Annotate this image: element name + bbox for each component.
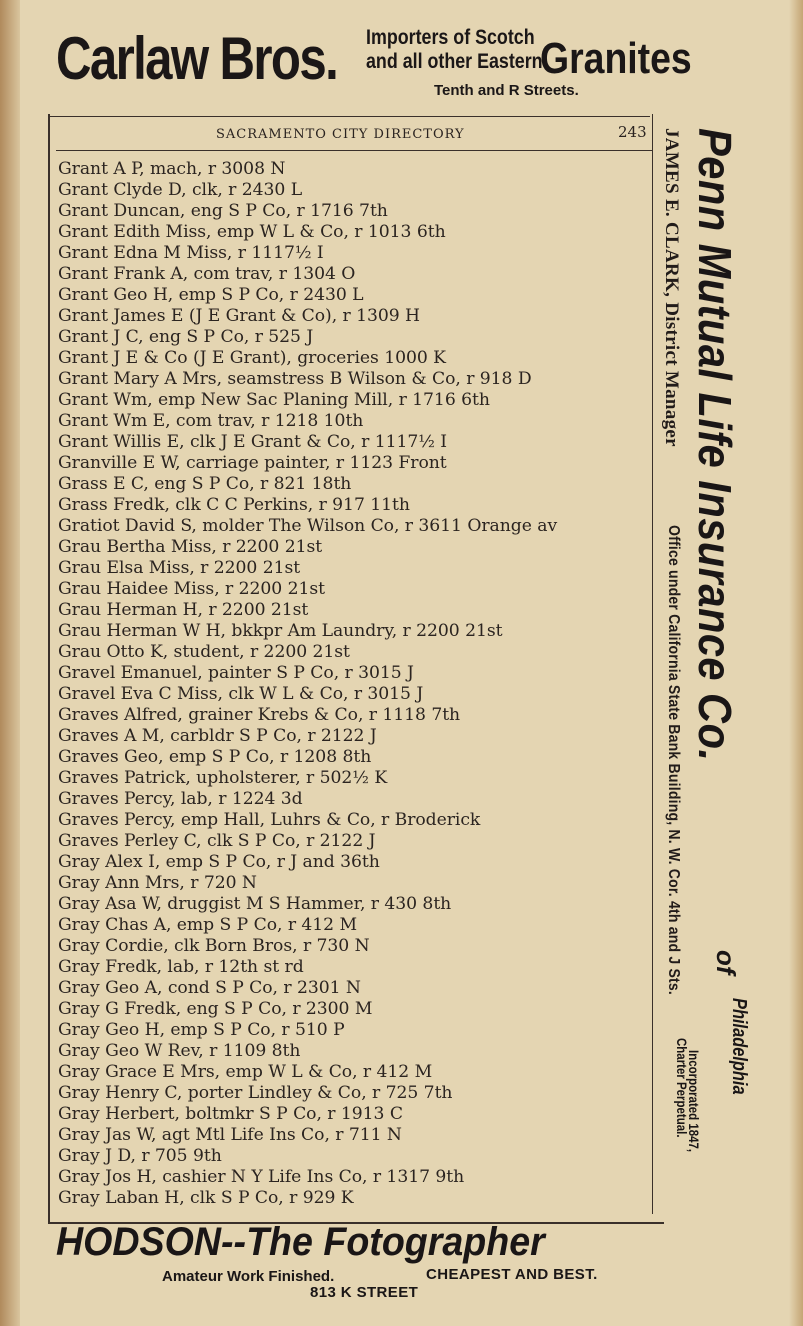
directory-entry: Gray Henry C, porter Lindley & Co, r 725 7th xyxy=(58,1083,453,1103)
directory-entry: Graves Alfred, grainer Krebs & Co, r 1118 7th xyxy=(58,705,461,725)
directory-entry: Grant J C, eng S P Co, r 525 J xyxy=(58,327,314,347)
page-edge-left xyxy=(0,0,20,1326)
bottom-advertisement xyxy=(56,1220,706,1310)
directory-entry: Gray Geo H, emp S P Co, r 510 P xyxy=(58,1020,345,1040)
directory-entry: Graves Geo, emp S P Co, r 1208 8th xyxy=(58,747,372,767)
directory-entry: Grant Wm, emp New Sac Planing Mill, r 1716 6th xyxy=(58,390,490,410)
side-ad-company: Penn Mutual Life Insurance Co. xyxy=(689,128,741,762)
side-ad-office: Office under California State Bank Building, N. W. Cor. 4th and J Sts. xyxy=(665,525,682,995)
top-ad-tagline xyxy=(366,26,543,74)
directory-entry: Grant Duncan, eng S P Co, r 1716 7th xyxy=(58,201,388,221)
frame-top-rule xyxy=(48,116,650,117)
side-ad-of: of xyxy=(711,950,741,975)
directory-entry: Grant Clyde D, clk, r 2430 L xyxy=(58,180,303,200)
directory-entry: Grant Wm E, com trav, r 1218 10th xyxy=(58,411,364,431)
top-advertisement xyxy=(52,18,702,108)
directory-entry: Grant Frank A, com trav, r 1304 O xyxy=(58,264,356,284)
directory-entry: Gray Alex I, emp S P Co, r J and 36th xyxy=(58,852,380,872)
directory-entry: Gray Cordie, clk Born Bros, r 730 N xyxy=(58,936,370,956)
side-ad-incorporated: Incorporated 1847, xyxy=(686,1050,702,1153)
directory-entry: Gray Ann Mrs, r 720 N xyxy=(58,873,257,893)
top-ad-line1: Importers of Scotch xyxy=(366,26,535,49)
directory-entry: Gray Chas A, emp S P Co, r 412 M xyxy=(58,915,358,935)
header-rule xyxy=(56,150,652,151)
directory-entry: Gray Jos H, cashier N Y Life Ins Co, r 1317 9th xyxy=(58,1167,465,1187)
directory-entry: Granville E W, carriage painter, r 1123 Front xyxy=(58,453,447,473)
directory-entry: Gray Herbert, boltmkr S P Co, r 1913 C xyxy=(58,1104,403,1124)
side-ad-manager: JAMES E. CLARK, District Manager xyxy=(661,128,682,447)
bottom-ad-address: 813 K STREET xyxy=(310,1284,419,1301)
directory-entry: Grant Edna M Miss, r 1117½ I xyxy=(58,243,324,263)
directory-entry: Gratiot David S, molder The Wilson Co, r 3611 Orange av xyxy=(58,516,558,536)
directory-entry: Gray Geo A, cond S P Co, r 2301 N xyxy=(58,978,361,998)
directory-entry: Graves Percy, lab, r 1224 3d xyxy=(58,789,303,809)
bottom-ad-amateur: Amateur Work Finished. xyxy=(162,1268,335,1285)
top-ad-line2: and all other Eastern xyxy=(366,50,543,73)
directory-entry: Gray J D, r 705 9th xyxy=(58,1146,222,1166)
directory-entry: Grant Mary A Mrs, seamstress B Wilson & Co, r 918 D xyxy=(58,369,532,389)
top-ad-address: Tenth and R Streets. xyxy=(434,82,579,99)
directory-entry: Grau Elsa Miss, r 2200 21st xyxy=(58,558,301,578)
directory-entry: Gravel Emanuel, painter S P Co, r 3015 J xyxy=(58,663,414,683)
directory-entry: Grant Edith Miss, emp W L & Co, r 1013 6th xyxy=(58,222,446,242)
directory-entry: Grau Bertha Miss, r 2200 21st xyxy=(58,537,323,557)
directory-entry: Gray Laban H, clk S P Co, r 929 K xyxy=(58,1188,354,1208)
directory-entry: Gray Geo W Rev, r 1109 8th xyxy=(58,1041,301,1061)
directory-entry: Gray Asa W, druggist M S Hammer, r 430 8th xyxy=(58,894,452,914)
top-ad-granites: Granites xyxy=(540,34,692,83)
directory-entry: Grant James E (J E Grant & Co), r 1309 H xyxy=(58,306,421,326)
directory-entry: Grau Herman W H, bkkpr Am Laundry, r 2200 21st xyxy=(58,621,503,641)
side-ad-city: Philadelphia xyxy=(728,998,750,1095)
directory-entry: Gray Grace E Mrs, emp W L & Co, r 412 M xyxy=(58,1062,433,1082)
directory-entry: Gray Fredk, lab, r 12th st rd xyxy=(58,957,304,977)
directory-entry: Grant Geo H, emp S P Co, r 2430 L xyxy=(58,285,364,305)
directory-entry: Gray G Fredk, eng S P Co, r 2300 M xyxy=(58,999,373,1019)
directory-entry: Gray Jas W, agt Mtl Life Ins Co, r 711 N xyxy=(58,1125,402,1145)
directory-entry: Grant J E & Co (J E Grant), groceries 1000 K xyxy=(58,348,446,368)
frame-right-rule xyxy=(652,114,653,1214)
page-edge-right xyxy=(789,0,803,1326)
page-number: 243 xyxy=(618,123,647,141)
directory-entry: Graves Perley C, clk S P Co, r 2122 J xyxy=(58,831,376,851)
side-ad-charter: Charter Perpetual. xyxy=(674,1038,690,1138)
directory-entry: Grau Herman H, r 2200 21st xyxy=(58,600,309,620)
directory-entry: Grass E C, eng S P Co, r 821 18th xyxy=(58,474,352,494)
page-header-title: SACRAMENTO CITY DIRECTORY xyxy=(216,127,465,142)
directory-entries xyxy=(58,159,652,1209)
top-ad-firm: Carlaw Bros. xyxy=(56,25,338,92)
directory-entry: Gravel Eva C Miss, clk W L & Co, r 3015 J xyxy=(58,684,424,704)
directory-entry: Grass Fredk, clk C C Perkins, r 917 11th xyxy=(58,495,410,515)
directory-entry: Grant A P, mach, r 3008 N xyxy=(58,159,286,179)
bottom-ad-firm: HODSON--The Fotographer xyxy=(56,1220,545,1264)
directory-entry: Grau Haidee Miss, r 2200 21st xyxy=(58,579,325,599)
directory-entry: Grant Willis E, clk J E Grant & Co, r 1117½ I xyxy=(58,432,448,452)
directory-entry: Graves A M, carbldr S P Co, r 2122 J xyxy=(58,726,377,746)
bottom-ad-cheapest: CHEAPEST AND BEST. xyxy=(426,1266,598,1283)
directory-entry: Graves Percy, emp Hall, Luhrs & Co, r Broderick xyxy=(58,810,481,830)
directory-entry: Grau Otto K, student, r 2200 21st xyxy=(58,642,350,662)
directory-entry: Graves Patrick, upholsterer, r 502½ K xyxy=(58,768,388,788)
